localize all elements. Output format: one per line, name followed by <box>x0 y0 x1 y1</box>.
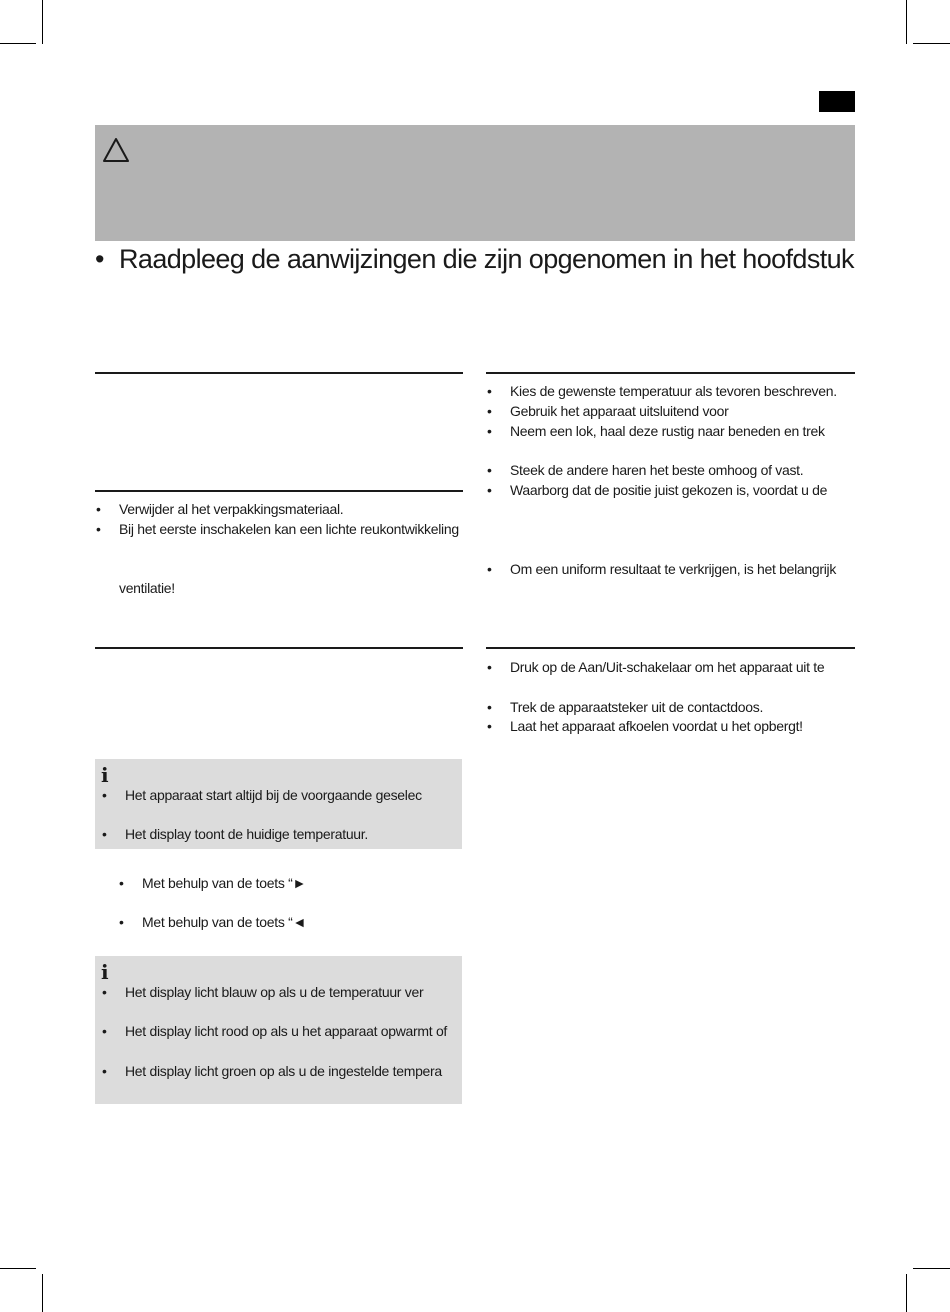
main-instruction-text: Raadpleeg de aanwijzingen die zijn opgenomen in het hoofdstuk <box>119 244 854 274</box>
bullet: • <box>487 383 492 399</box>
bullet: • <box>487 659 492 675</box>
info-icon: i <box>101 763 109 787</box>
bullet: • <box>119 875 124 891</box>
crop-mark-tr-h <box>913 43 950 44</box>
list-item-text: Druk op de Aan/Uit-schakelaar om het apparaat uit te <box>510 659 825 675</box>
list-item-text: Neem een lok, haal deze rustig naar beneden en trek <box>510 423 825 439</box>
bullet: • <box>487 718 492 734</box>
warning-triangle-icon <box>102 136 130 164</box>
bullet: • <box>487 462 492 478</box>
list-item-text: Om een uniform resultaat te verkrijgen, is het belangrijk <box>510 561 837 577</box>
section-rule-left-1 <box>95 372 463 374</box>
bullet: • <box>487 561 492 577</box>
list-item-text: Verwijder al het verpakkingsmateriaal. <box>119 501 344 517</box>
bullet: • <box>487 482 492 498</box>
bullet: • <box>487 403 492 419</box>
list-item-text: Trek de apparaatsteker uit de contactdoos. <box>510 699 764 715</box>
crop-mark-bl-v <box>42 1274 43 1312</box>
bullet: • <box>487 423 492 439</box>
section-rule-right-1 <box>486 372 855 374</box>
bullet: • <box>102 1063 107 1079</box>
crop-mark-tr-v <box>906 0 907 44</box>
section-rule-right-2 <box>486 647 855 649</box>
info-icon: i <box>101 960 109 984</box>
page-tab-marker <box>819 91 855 112</box>
warning-box <box>95 125 855 241</box>
bullet: • <box>102 1023 107 1039</box>
list-item-text: Met behulp van de toets “◄ <box>142 914 307 930</box>
list-item-text: Gebruik het apparaat uitsluitend voor <box>510 403 729 419</box>
list-item-text: Met behulp van de toets “► <box>142 875 307 891</box>
bullet: • <box>95 244 104 274</box>
crop-mark-br-v <box>906 1274 907 1312</box>
bullet: • <box>96 521 101 537</box>
list-item-text: Het apparaat start altijd bij de voorgaande geselec <box>125 787 422 803</box>
bullet: • <box>102 787 107 803</box>
bullet: • <box>487 699 492 715</box>
list-item-continuation: ventilatie! <box>119 580 175 596</box>
main-instruction <box>95 244 875 275</box>
crop-mark-br-h <box>913 1268 950 1269</box>
list-item-text: Waarborg dat de positie juist gekozen is, voordat u de <box>510 482 828 498</box>
list-item-text: Het display licht blauw op als u de temperatuur ver <box>125 984 424 1000</box>
list-item-text: Steek de andere haren het beste omhoog of vast. <box>510 462 804 478</box>
crop-mark-tl-v <box>42 0 43 44</box>
bullet: • <box>102 826 107 842</box>
list-item-text: Bij het eerste inschakelen kan een lichte reukontwikkeling <box>119 521 459 537</box>
crop-mark-bl-h <box>0 1268 36 1269</box>
list-item-text: Het display licht rood op als u het apparaat opwarmt of <box>125 1023 448 1039</box>
bullet: • <box>119 914 124 930</box>
section-rule-left-2 <box>95 490 463 492</box>
list-item-text: Kies de gewenste temperatuur als tevoren beschreven. <box>510 383 837 399</box>
bullet: • <box>102 984 107 1000</box>
section-rule-left-3 <box>95 647 463 649</box>
crop-mark-tl-h <box>0 43 36 44</box>
bullet: • <box>96 501 101 517</box>
list-item-text: Het display toont de huidige temperatuur. <box>125 826 368 842</box>
list-item-text: Laat het apparaat afkoelen voordat u het opbergt! <box>510 718 803 734</box>
list-item-text: Het display licht groen op als u de ingestelde tempera <box>125 1063 442 1079</box>
